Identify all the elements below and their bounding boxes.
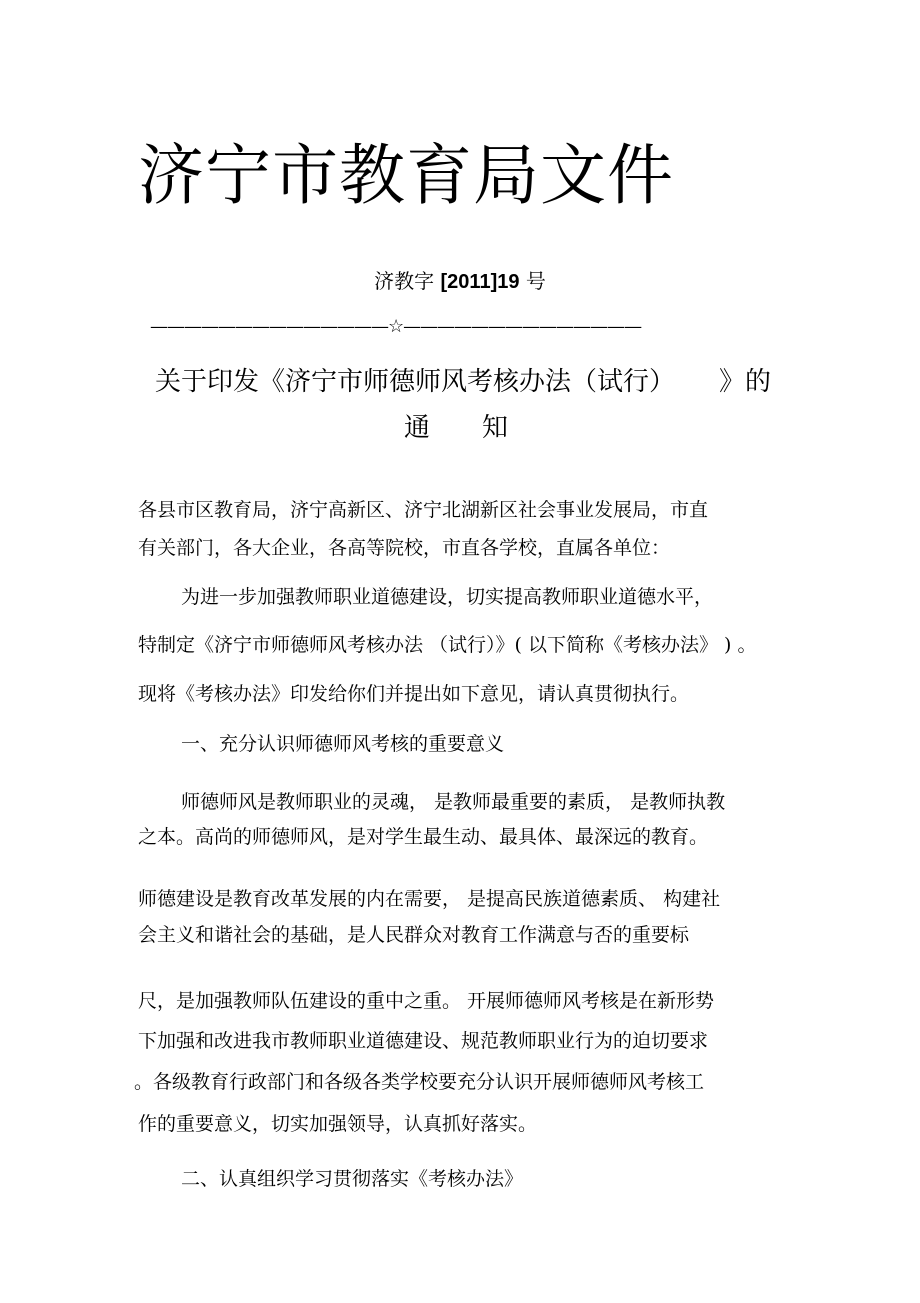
body-line: 特制定《济宁市师德师风考核办法 （试行）》( 以下简称《考核办法》 ) 。 <box>138 634 757 656</box>
subject-line-2: 通知 <box>404 413 561 443</box>
body-line: 现将《考核办法》印发给你们并提出如下意见，请认真贯彻执行。 <box>138 683 690 705</box>
body-line: 为进一步加强教师职业道德建设，切实提高教师职业道德水平， <box>181 586 714 608</box>
document-number <box>0 266 920 297</box>
body-line: 师德师风是教师职业的灵魂， 是教师最重要的素质， 是教师执教 <box>181 791 726 813</box>
section-heading: 二、认真组织学习贯彻落实《考核办法》 <box>181 1168 524 1190</box>
subject-line-1-end: 》的 <box>719 367 772 397</box>
body-line: 尺，是加强教师队伍建设的重中之重。 开展师德师风考核是在新形势 <box>138 990 715 1012</box>
star-divider: ——————————————☆—————————————— <box>150 316 642 337</box>
body-line: 师德建设是教育改革发展的内在需要， 是提高民族道德素质、 构建社 <box>138 888 721 910</box>
subject-line-1-main: 关于印发《济宁市师德师风考核办法（试行） <box>155 367 676 397</box>
body-line: 之本。高尚的师德师风，是对学生最生动、最具体、最深远的教育。 <box>138 826 709 848</box>
document-title: 济宁市教育局文件 <box>138 137 674 214</box>
section-heading: 一、充分认识师德师风考核的重要意义 <box>181 733 505 755</box>
body-line: 下加强和改进我市教师职业道德建设、规范教师职业行为的迫切要求 <box>138 1030 709 1052</box>
document-number-prefix: 济教字 <box>374 269 435 293</box>
body-line: 作的重要意义，切实加强领导，认真抓好落实。 <box>138 1113 538 1135</box>
subject-line-1 <box>155 364 771 400</box>
body-line: 有关部门，各大企业，各高等院校，市直各学校，直属各单位： <box>138 537 671 559</box>
body-line: 各县市区教育局，济宁高新区、济宁北湖新区社会事业发展局，市直 <box>138 499 709 521</box>
document-number-value: [2011]19 <box>440 271 520 293</box>
document-number-suffix: 号 <box>525 269 546 293</box>
body-line: 。各级教育行政部门和各级各类学校要充分认识开展师德师风考核工 <box>134 1071 705 1093</box>
body-line: 会主义和谐社会的基础，是人民群众对教育工作满意与否的重要标 <box>138 924 690 946</box>
